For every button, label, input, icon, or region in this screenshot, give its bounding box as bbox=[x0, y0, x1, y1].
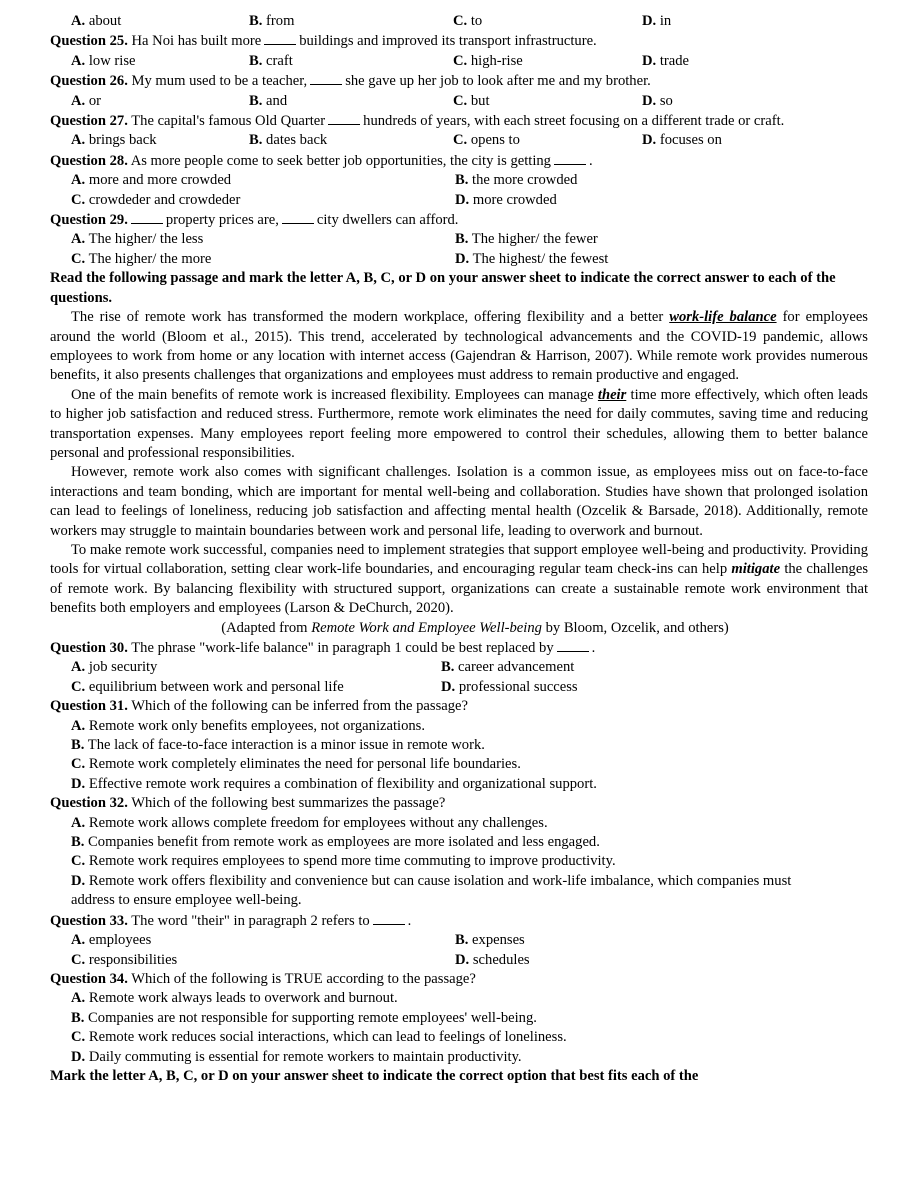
option-b: B. craft bbox=[249, 52, 293, 69]
answer-blank bbox=[310, 71, 342, 85]
option-b: B. Companies are not responsible for supporting remote employees' well-being. bbox=[71, 1009, 537, 1026]
question-32: Question 32. Which of the following best summarizes the passage? bbox=[50, 795, 446, 812]
q33-options-row2 bbox=[50, 951, 868, 970]
option-d: D. Daily commuting is essential for remote workers to maintain productivity. bbox=[71, 1048, 522, 1065]
question-25: Question 25. Ha Noi has built more buildings and improved its transport infrastructure. bbox=[50, 33, 597, 50]
option-d: D. more crowded bbox=[455, 191, 557, 208]
option-c: C. equilibrium between work and personal life bbox=[71, 678, 344, 695]
q27-options bbox=[50, 131, 868, 150]
option-d: D. The highest/ the fewest bbox=[455, 250, 609, 267]
question-33: Question 33. The word "their" in paragraph 2 refers to . bbox=[50, 912, 412, 929]
option-a: A. employees bbox=[71, 932, 152, 949]
q33-options-row1 bbox=[50, 931, 868, 950]
q29-options-row1 bbox=[50, 230, 868, 249]
q30-options-row2 bbox=[50, 678, 868, 697]
option-d: D. schedules bbox=[455, 951, 530, 968]
option-b: B. dates back bbox=[249, 132, 328, 149]
option-a: A. job security bbox=[71, 659, 158, 676]
answer-blank bbox=[282, 210, 314, 224]
option-c: C. but bbox=[453, 92, 490, 109]
question-31: Question 31. Which of the following can be inferred from the passage? bbox=[50, 698, 468, 715]
option-b: B. career advancement bbox=[441, 659, 575, 676]
option-d: D. in bbox=[642, 13, 672, 29]
answer-blank bbox=[554, 151, 586, 165]
answer-blank bbox=[131, 210, 163, 224]
option-d: D. Remote work offers flexibility and convenience but can cause isolation and work-life imbalance, which companies must address to ensure employee well-being. bbox=[71, 872, 792, 909]
q30-options-row1 bbox=[50, 658, 868, 677]
option-a: A. or bbox=[71, 92, 102, 109]
option-c: C. opens to bbox=[453, 132, 520, 149]
keyword-work-life-balance: work-life balance bbox=[669, 309, 777, 326]
option-d: D. professional success bbox=[441, 678, 578, 695]
question-34: Question 34. Which of the following is TRUE according to the passage? bbox=[50, 970, 476, 987]
option-b: B. expenses bbox=[455, 932, 525, 949]
option-c: C. Remote work reduces social interactions, which can lead to feelings of loneliness. bbox=[71, 1029, 567, 1046]
question-27: Question 27. The capital's famous Old Quarter hundreds of years, with each street focusing on a different trade or craft. bbox=[50, 113, 785, 130]
option-a: A. Remote work allows complete freedom for employees without any challenges. bbox=[71, 814, 548, 831]
paragraph-3: However, remote work also comes with significant challenges. Isolation is a common issue, as employees miss out on face-to-face interactions and team bonding, which are important for mental well-being and collaboration. Studies have shown that prolonged isolation can lead to feelings of loneliness, reducing job satisfaction and affecting mental health (Ozcelik & Barsade, 2018). Additionally, remote workers may struggle to maintain boundaries between work and personal life, leading to overwork and burnout. bbox=[50, 464, 868, 539]
option-c: C. Remote work completely eliminates the need for personal life boundaries. bbox=[71, 756, 521, 773]
paragraph-4: To make remote work successful, companies need to implement strategies that support employee well-being and productivity. Providing tools for virtual collaboration, setting clear work-life boundaries, and encouraging regular team check-ins can help mitigate the challenges of remote work. By balancing flexibility with structured support, organizations can create a sustainable remote work environment that benefits both employers and employees (Larson & DeChurch, 2020). bbox=[50, 541, 869, 617]
answer-blank bbox=[557, 638, 589, 652]
option-d: D. so bbox=[642, 92, 673, 109]
q24-options bbox=[50, 12, 868, 31]
keyword-their: their bbox=[597, 386, 627, 403]
q25-options bbox=[50, 52, 868, 71]
option-c: C. crowdeder and crowdeder bbox=[71, 191, 241, 208]
question-30: Question 30. The phrase "work-life balance" in paragraph 1 could be best replaced by . bbox=[50, 640, 596, 656]
paragraph-1: The rise of remote work has transformed the modern workplace, offering flexibility and a better work-life balance for employees around the world (Bloom et al., 2015). This trend, accelerated by technological advancements and the COVID-19 pandemic, allows employees to work from home or any location with internet access (Gajendran & Harrison, 2007). While remote work provides numerous benefits, it also presents challenges that organizations and employees must address to remain productive and engaged. bbox=[50, 309, 868, 384]
option-a: A. Remote work only benefits employees, not organizations. bbox=[71, 717, 425, 734]
option-b: B. The higher/ the fewer bbox=[455, 231, 598, 248]
option-b: B. the more crowded bbox=[455, 172, 578, 189]
option-c: C. to bbox=[453, 13, 483, 29]
option-d: D. trade bbox=[642, 52, 690, 69]
option-c: C. The higher/ the more bbox=[71, 250, 212, 267]
option-a: A. The higher/ the less bbox=[71, 231, 204, 248]
option-a: A. more and more crowded bbox=[71, 172, 232, 189]
option-d: D. Effective remote work requires a combination of flexibility and organizational support. bbox=[71, 775, 597, 792]
option-a: A. Remote work always leads to overwork and burnout. bbox=[71, 990, 398, 1007]
paragraph-2: One of the main benefits of remote work is increased flexibility. Employees can manage their time more effectively, which often leads to higher job satisfaction and reduced stress. Furthermore, remote work eliminates the need for daily commutes, saving time and reducing transportation expenses. Many employees report feeling more empowered to control their schedules, allowing them to better balance personal and professional responsibilities. bbox=[50, 386, 868, 461]
answer-blank bbox=[373, 911, 405, 925]
option-b: B. from bbox=[249, 13, 295, 29]
answer-blank bbox=[328, 111, 360, 125]
q28-options-row1 bbox=[50, 171, 868, 190]
option-b: B. The lack of face-to-face interaction is a minor issue in remote work. bbox=[71, 737, 485, 754]
option-c: C. Remote work requires employees to spend more time commuting to improve productivity. bbox=[71, 853, 616, 870]
option-c: C. responsibilities bbox=[71, 951, 178, 968]
section-instruction: Read the following passage and mark the letter A, B, C, or D on your answer sheet to indicate the correct answer to each of the questions. bbox=[50, 270, 836, 306]
keyword-mitigate: mitigate bbox=[731, 561, 781, 578]
section-instruction-next: Mark the letter A, B, C, or D on your answer sheet to indicate the correct option that best fits each of the bbox=[50, 1067, 699, 1084]
option-a: A. about bbox=[71, 13, 122, 29]
option-d: D. focuses on bbox=[642, 132, 722, 149]
q26-options bbox=[50, 92, 868, 111]
question-29: Question 29. property prices are, city dwellers can afford. bbox=[50, 212, 459, 229]
reading-passage bbox=[50, 308, 868, 638]
option-a: A. low rise bbox=[71, 52, 136, 69]
q29-options-row2 bbox=[50, 250, 868, 269]
question-28: Question 28. As more people come to seek better job opportunities, the city is getting . bbox=[50, 152, 593, 169]
question-26: Question 26. My mum used to be a teacher, she gave up her job to look after me and my brother. bbox=[50, 73, 651, 90]
option-b: B. Companies benefit from remote work as employees are more isolated and less engaged. bbox=[71, 834, 600, 851]
option-a: A. brings back bbox=[71, 132, 157, 149]
q28-options-row2 bbox=[50, 191, 868, 210]
option-c: C. high-rise bbox=[453, 52, 523, 69]
option-b: B. and bbox=[249, 92, 288, 109]
answer-blank bbox=[264, 31, 296, 45]
passage-source: (Adapted from Remote Work and Employee Well-being by Bloom, Ozcelik, and others) bbox=[221, 619, 729, 636]
